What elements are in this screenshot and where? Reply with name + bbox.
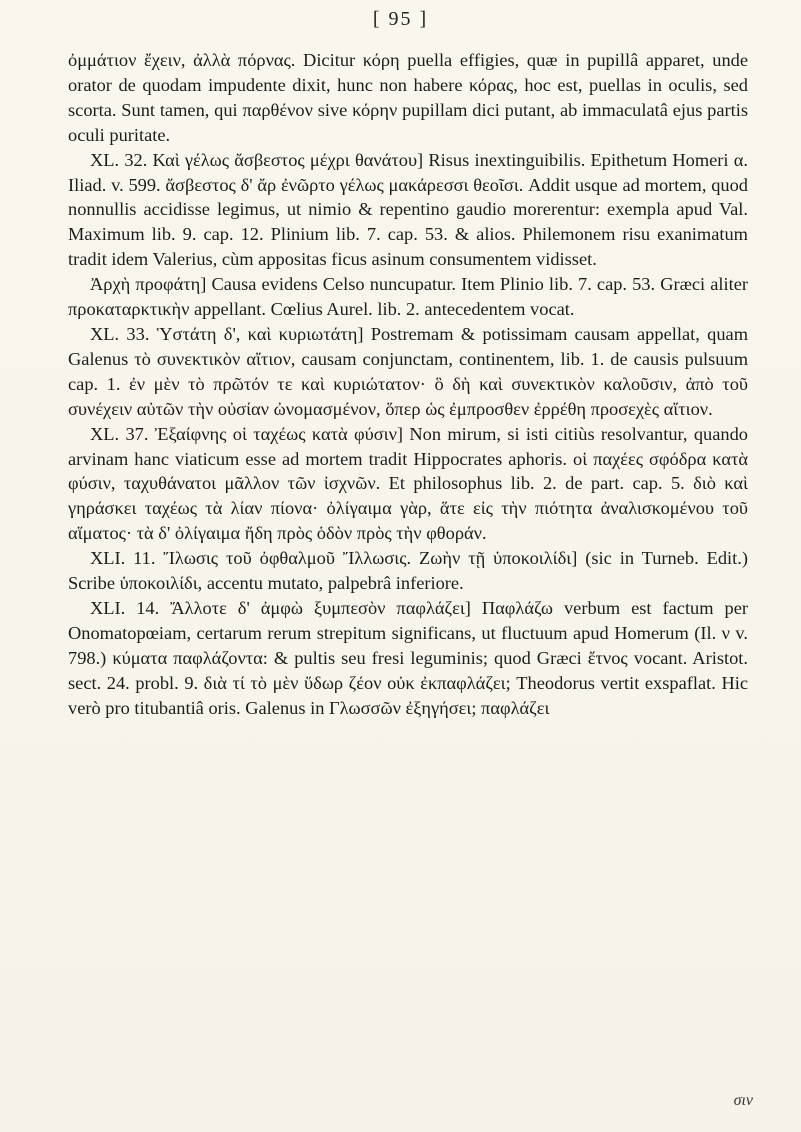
paragraph-pupilla: ὀμμάτιον ἔχειν, ἀλλὰ πόρνας. Dicitur κόρη puella effigies, quæ in pupillâ apparet, unde orator de quodam impudente dixit, hunc non habere κόρας, hoc est, puellas in oculis, sed scorta. Sunt tamen, qui παρθένον sive κόρην pupillam dici putant, ab immaculatâ ejus partis oculi puritate. (68, 50, 748, 145)
paragraph-xl-33: XL. 33. Ὑστάτη δ', καὶ κυριωτάτη] Postremam & potissimam causam appellat, quam Galenus τὸ συνεκτικὸν αἴτιον, causam conjunctam, continentem, lib. 1. de causis pulsuum cap. 1. ἐν μὲν τὸ πρῶτόν τε καὶ κυριώτατον· ὃ δὴ καὶ συνεκτικὸν καλοῦσιν, ἀπὸ τοῦ συνέχειν αὐτῶν τὴν οὐσίαν ὠνομασμένον, ὅπερ ὡς ἐμπροσθεν ἐρρέθη προσεχὲς αἴτιον. (68, 323, 748, 419)
paragraph-xl-32: XL. 32. Καὶ γέλως ἄσβεστος μέχρι θανάτου] Risus inextinguibilis. Epithetum Homeri α. Iliad. v. 599. ἄσβεστος δ' ἄρ ἐνῶρτο γέλως μακάρεσσι θεοῖσι. Addit usque ad mortem, quod nonnullis accidisse legimus, ut nimio & repentino gaudio morerentur: exempla apud Val. Maximum lib. 9. cap. 12. Plinium lib. 7. cap. 53. & alios. Philemonem risu exanimatum tradit idem Valerius, cùm appositas ficus asinum consumentem vidisset. (68, 149, 748, 270)
paragraph-xli-14: XLI. 14. Ἄλλοτε δ' ἀμφὼ ξυμπεσὸν παφλάζει] Παφλάζω verbum est factum per Onomatopœiam, certarum rerum strepitum significans, ut fluctuum apud Homerum (Il. ν v. 798.) κύματα παφλάζοντα: & pultis seu fresi leguminis; quod Græci ἔτνος vocant. Aristot. sect. 24. probl. 9. διὰ τί τὸ μὲν ὕδωρ ζέον οὐκ ἐκπαφλάζει; Theodorus vertit exspaflat. Hic verò pro titubantiâ oris. Galenus in Γλωσσῶν ἐξηγήσει; παφλάζει (68, 597, 748, 718)
body-text (68, 48, 748, 720)
page-number: [ 95 ] (372, 8, 429, 30)
paragraph-xli-11: XLI. 11. Ἴλωσις τοῦ ὀφθαλμοῦ Ἴλλωσις. Ζωὴν τῇ ὑποκοιλίδι] (sic in Turneb. Edit.) Scribe ὑποκοιλίδι, accentu mutato, palpebrâ inferiore. (68, 548, 748, 594)
paragraph-xl-37: XL. 37. Ἐξαίφνης οἱ ταχέως κατὰ φύσιν] Non mirum, si isti citiùs resolvantur, quando arvinam hanc viaticum esse ad mortem tradit Hippocrates aphoris. οἱ παχέες σφόδρα κατὰ φύσιν, ταχυθάνατοι μᾶλλον τῶν ἰσχνῶν. Et philosophus lib. 2. de part. cap. 5. διὸ καὶ γηράσκει ταχέως τὰ λίαν πίονα· ὀλίγαιμα γὰρ, ἅτε εἰς τὴν πιότητα ἀναλισκομένου τοῦ αἵματος· τὰ δ' ὀλίγαιμα ἤδη πρὸς ὁδὸν πρὸς τὴν φθοράν. (68, 423, 748, 544)
catchword: σιν (733, 1092, 753, 1109)
paragraph-arche: Ἀρχὴ προφάτη] Causa evidens Celso nuncupatur. Item Plinio lib. 7. cap. 53. Græci aliter προκαταρκτικὴν appellant. Cœlius Aurel. lib. 2. antecedentem vocat. (68, 274, 748, 320)
